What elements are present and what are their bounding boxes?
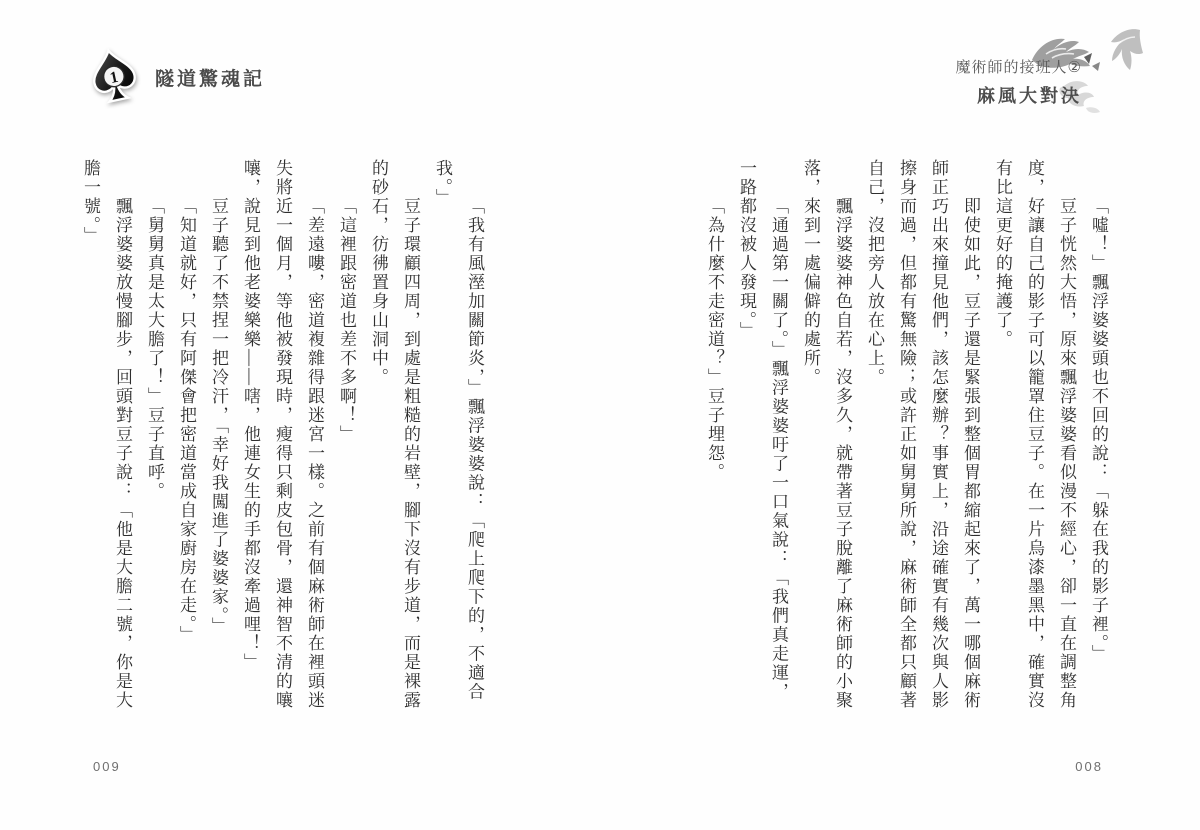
page-number-right: 008 <box>1075 759 1103 774</box>
paragraph: 「舅舅真是太大膽了！」豆子直呼。 <box>145 197 164 501</box>
paragraph: 「差遠嘍，密道複雜得跟迷宮一樣。之前有個麻術師在裡頭迷失將近一個月，等他被發現時，瘦得只剩皮包骨，還神智不清的嚷嚷，說見到他老婆樂樂——嗐，他連女生的手都沒牽過哩！」 <box>241 159 324 710</box>
page-number-left: 009 <box>93 759 121 774</box>
right-page-text <box>698 159 1114 711</box>
book-header <box>956 56 1082 108</box>
chapter-header <box>88 48 265 106</box>
paragraph: 「通過第一關了。」飄浮婆婆吁了一口氣說：「我們真走運，一路都沒被人發現。」 <box>737 159 788 702</box>
paragraph: 飄浮婆婆神色自若，沒多久，就帶著豆子脫離了麻術師的小聚落，來到一處偏僻的處所。 <box>801 159 852 710</box>
paragraph: 飄浮婆婆放慢腳步，回頭對豆子說：「他是大膽二號，你是大膽一號。」 <box>81 159 132 710</box>
paragraph: 「噓！」飄浮婆婆頭也不回的說：「躲在我的影子裡。」 <box>1089 197 1108 664</box>
paragraph: 豆子恍然大悟，原來飄浮婆婆看似漫不經心，卻一直在調整角度，好讓自己的影子可以籠罩住豆子。在一片烏漆墨黑中，確實沒有比這更好的掩護了。 <box>993 159 1076 710</box>
spade-icon <box>88 48 140 106</box>
paragraph: 「這裡跟密道也差不多啊！」 <box>337 197 356 444</box>
paragraph: 「我有風溼加關節炎，」飄浮婆婆說：「爬上爬下的，不適合我。」 <box>433 159 484 702</box>
paragraph: 即使如此，豆子還是緊張到整個胃都縮起來了，萬一哪個麻術師正巧出來撞見他們，該怎麼辦？事實上，沿途確實有幾次與人影擦身而過，但都有驚無險；或許正如舅舅所說，麻術師全都只顧著自己，沒把旁人放在心上。 <box>865 159 980 710</box>
chapter-title: 隧道驚魂記 <box>155 68 266 90</box>
paragraph: 豆子聽了不禁捏一把冷汗，「幸好我闖進了婆婆家。」 <box>209 197 228 636</box>
book-title: 麻風大對決 <box>977 86 1082 106</box>
series-title: 魔術師的接班人② <box>955 59 1082 76</box>
paragraph: 「為什麼不走密道？」豆子埋怨。 <box>705 197 724 482</box>
left-page-text <box>74 159 490 711</box>
chapter-number: 1 <box>108 68 120 88</box>
paragraph: 「知道就好，只有阿傑會把密道當成自家廚房在走。」 <box>177 197 196 645</box>
paragraph: 豆子環顧四周，到處是粗糙的岩壁，腳下沒有步道，而是裸露的砂石，彷彿置身山洞中。 <box>369 159 420 710</box>
